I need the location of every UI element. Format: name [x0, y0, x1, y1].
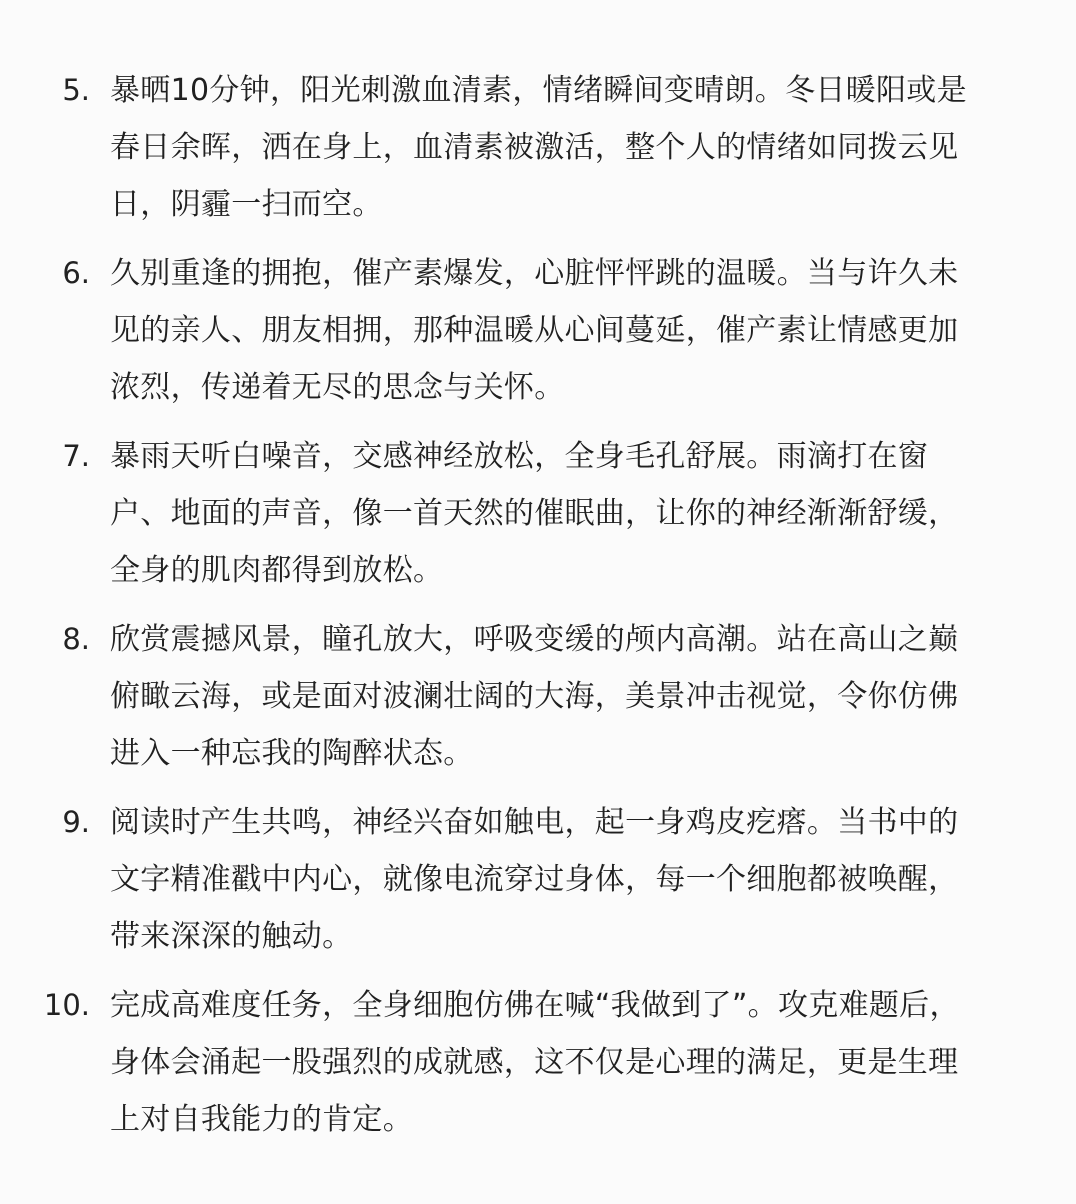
item-text	[110, 62, 1014, 233]
text-line: 进入一种忘我的陶醉状态。	[110, 736, 474, 771]
text-line: 暴雨天听白噪音，交感神经放松，全身毛孔舒展。雨滴打在窗	[110, 439, 929, 474]
text-line: 户、地面的声音，像一首天然的催眠曲，让你的神经渐渐舒缓，	[110, 496, 959, 531]
item-number: 5.	[62, 73, 90, 107]
text-line: 身体会涌起一股强烈的成就感，这不仅是心理的满足，更是生理	[110, 1045, 959, 1080]
item-number: 7.	[62, 439, 90, 473]
item-text	[110, 428, 1014, 599]
item-number: 6.	[62, 256, 90, 290]
list-item	[0, 245, 1076, 428]
text-line: 俯瞰云海，或是面对波澜壮阔的大海，美景冲击视觉，令你仿佛	[110, 679, 959, 714]
item-text	[110, 611, 1014, 782]
text-line: 文字精准戳中内心，就像电流穿过身体，每一个细胞都被唤醒，	[110, 862, 959, 897]
list-item	[0, 428, 1076, 611]
list-item	[0, 62, 1076, 245]
text-line: 欣赏震撼风景，瞳孔放大，呼吸变缓的颅内高潮。站在高山之巅	[110, 622, 959, 657]
text-line: 阅读时产生共鸣，神经兴奋如触电，起一身鸡皮疙瘩。当书中的	[110, 805, 959, 840]
item-text	[110, 794, 1014, 965]
text-line: 全身的肌肉都得到放松。	[110, 553, 444, 588]
item-text	[110, 245, 1014, 416]
text-line: 完成高难度任务，全身细胞仿佛在喊“我做到了”。攻克难题后，	[110, 988, 960, 1023]
numbered-list	[0, 62, 1076, 1160]
text-line: 春日余晖，洒在身上，血清素被激活，整个人的情绪如同拨云见	[110, 130, 959, 165]
item-text	[110, 977, 1014, 1148]
list-item	[0, 977, 1076, 1160]
list-item	[0, 794, 1076, 977]
text-line: 见的亲人、朋友相拥，那种温暖从心间蔓延，催产素让情感更加	[110, 313, 959, 348]
text-line: 浓烈，传递着无尽的思念与关怀。	[110, 370, 565, 405]
item-number: 9.	[62, 805, 90, 839]
text-line: 上对自我能力的肯定。	[110, 1102, 413, 1137]
text-line: 久别重逢的拥抱，催产素爆发，心脏怦怦跳的温暖。当与许久未	[110, 256, 959, 291]
text-line: 带来深深的触动。	[110, 919, 353, 954]
text-line: 日，阴霾一扫而空。	[110, 187, 383, 222]
text-line: 暴晒10分钟，阳光刺激血清素，情绪瞬间变晴朗。冬日暖阳或是	[110, 73, 967, 108]
item-number: 8.	[62, 622, 90, 656]
item-number: 10.	[43, 988, 90, 1022]
list-item	[0, 611, 1076, 794]
